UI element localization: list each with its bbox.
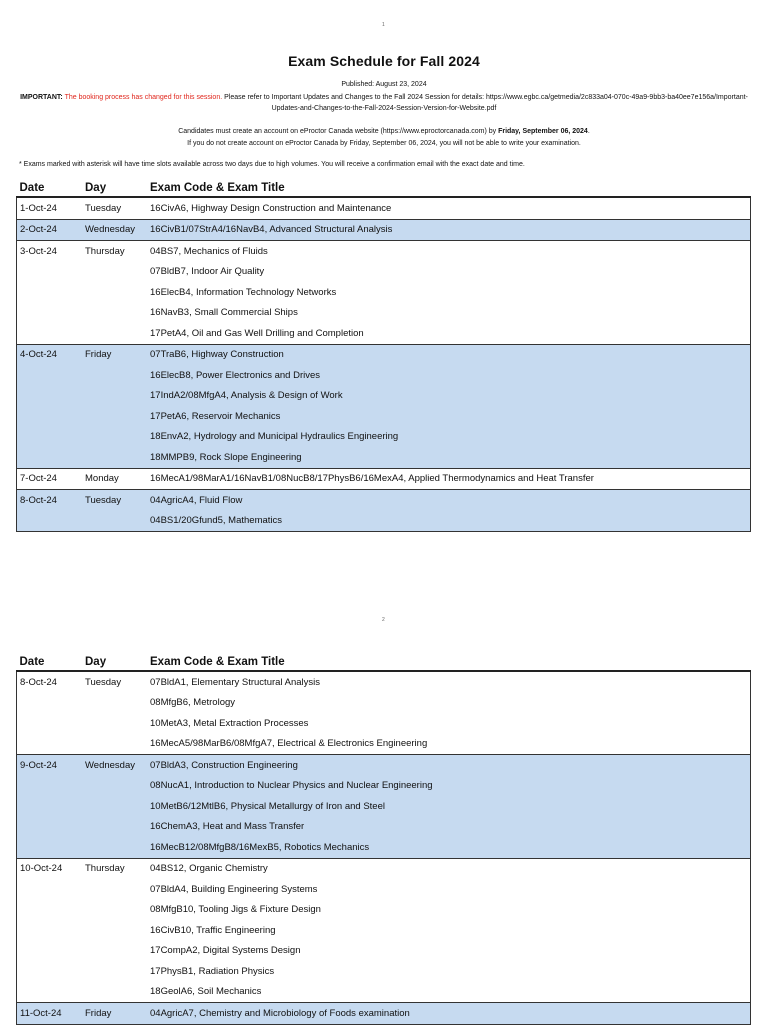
table-row [17, 511, 751, 532]
column-header-date: Date [17, 648, 83, 671]
exam-day [82, 776, 147, 797]
exam-day [82, 837, 147, 858]
exam-code-title: 18MMPB9, Rock Slope Engineering [147, 447, 751, 468]
account-deadline: Friday, September 06, 2024 [498, 128, 588, 135]
exam-date [17, 262, 83, 283]
table-header-row [17, 648, 751, 671]
exam-code-title: 04AgricA4, Fluid Flow [147, 490, 751, 511]
published-date: Published: August 23, 2024 [341, 81, 427, 88]
table-row [17, 406, 751, 427]
table-row [17, 713, 751, 734]
exam-date [17, 713, 83, 734]
exam-day [82, 879, 147, 900]
table-row [17, 365, 751, 386]
exam-date [17, 303, 83, 324]
exam-date [17, 693, 83, 714]
column-header-day: Day [82, 648, 147, 671]
important-details: Please refer to Important Updates and Changes to the Fall 2024 Session for details: https://www.egbc.ca/getmedia/2c833a04-070c-49a9-9bb3-ba40ee7e156a/Important-Updates-and-Changes-to-the-Fall-2024-Session-Version-for-Website.pdf [222, 94, 748, 112]
exam-code-title: 04BS7, Mechanics of Fluids [147, 241, 751, 262]
exam-day [82, 734, 147, 755]
exam-code-title: 16NavB3, Small Commercial Ships [150, 307, 298, 319]
table-header-row [17, 174, 751, 197]
exam-code-title: 04AgricA7, Chemistry and Microbiology of Foods examination [147, 1003, 751, 1025]
column-header-date: Date [17, 174, 83, 197]
exam-code-title: 18EnvA2, Hydrology and Municipal Hydraulics Engineering [147, 427, 751, 448]
exam-date: 8-Oct-24 [17, 490, 83, 511]
table-row [17, 982, 751, 1003]
table-row [17, 241, 751, 262]
exam-date [17, 776, 83, 797]
exam-date [17, 961, 83, 982]
table-row [17, 693, 751, 714]
column-header-exam: Exam Code & Exam Title [147, 648, 751, 671]
table-row [17, 879, 751, 900]
exam-code-title: 08NucA1, Introduction to Nuclear Physics and Nuclear Engineering [147, 776, 751, 797]
exam-code-title: 08MfgB6, Metrology [150, 697, 236, 709]
important-notice [20, 92, 748, 114]
table-row [17, 817, 751, 838]
exam-date [17, 837, 83, 858]
schedule-table-page-2 [16, 648, 751, 1025]
exam-code-title: 17IndA2/08MfgA4, Analysis & Design of Work [147, 386, 751, 407]
exam-day [82, 282, 147, 303]
exam-day: Monday [82, 468, 147, 490]
account-notice [0, 126, 768, 137]
exam-date [17, 900, 83, 921]
account-notice-end: . [587, 128, 590, 135]
exam-date [17, 386, 83, 407]
table-row [17, 920, 751, 941]
exam-code-title: 16ChemA3, Heat and Mass Transfer [147, 817, 751, 838]
exam-date [17, 323, 83, 344]
schedule-table-page-1 [16, 174, 751, 532]
table-row [17, 671, 751, 693]
table-row [17, 197, 751, 219]
exam-date [17, 796, 83, 817]
table-row [17, 427, 751, 448]
exam-code-title: 16ElecB8, Power Electronics and Drives [147, 365, 751, 386]
exam-day [82, 693, 147, 714]
exam-date [17, 941, 83, 962]
exam-code-title: 10MetA3, Metal Extraction Processes [150, 717, 309, 729]
exam-code-title: 08MfgB10, Tooling Jigs & Fixture Design [150, 904, 321, 916]
exam-code-title: 16MecB12/08MfgB8/16MexB5, Robotics Mechanics [147, 837, 751, 858]
column-header-day: Day [82, 174, 147, 197]
exam-day [82, 713, 147, 734]
page-number: 2 [382, 617, 385, 623]
table-row [17, 900, 751, 921]
exam-code-title: 07BldA1, Elementary Structural Analysis [147, 671, 751, 693]
exam-date [17, 734, 83, 755]
exam-day: Wednesday [82, 219, 147, 241]
table-row [17, 490, 751, 511]
table-row [17, 734, 751, 755]
exam-day: Friday [82, 1003, 147, 1025]
table-row [17, 323, 751, 344]
exam-code-title: 16ElecB4, Information Technology Networks [150, 286, 337, 298]
exam-day [82, 262, 147, 283]
exam-code-title: 17PetA6, Reservoir Mechanics [147, 406, 751, 427]
exam-day [82, 920, 147, 941]
exam-code-title: 07TraB6, Highway Construction [147, 344, 751, 365]
exam-code-title: 07BldA4, Building Engineering Systems [150, 883, 318, 895]
exam-day [82, 961, 147, 982]
exam-code-title: 16CivA6, Highway Design Construction and Maintenance [147, 197, 751, 219]
table-row [17, 282, 751, 303]
exam-date: 2-Oct-24 [17, 219, 83, 241]
exam-day [82, 941, 147, 962]
exam-code-title: 16CivB1/07StrA4/16NavB4, Advanced Structural Analysis [147, 219, 751, 241]
exam-day [82, 982, 147, 1003]
table-row [17, 447, 751, 468]
account-notice-text: Candidates must create an account on eProctor Canada website (https://www.eproctorcanada.com) by [178, 128, 499, 135]
exam-code-title: 07BldB7, Indoor Air Quality [150, 266, 265, 278]
table-row [17, 386, 751, 407]
table-row [17, 837, 751, 858]
table-row [17, 219, 751, 241]
exam-day: Tuesday [82, 197, 147, 219]
table-row [17, 262, 751, 283]
exam-code-title: 17PhysB1, Radiation Physics [150, 965, 275, 977]
exam-day [82, 365, 147, 386]
exam-day [82, 796, 147, 817]
exam-day: Friday [82, 344, 147, 365]
table-row [17, 755, 751, 776]
exam-code-title: 07BldA3, Construction Engineering [147, 755, 751, 776]
exam-date: 8-Oct-24 [17, 671, 83, 693]
table-row [17, 1003, 751, 1025]
page-title: Exam Schedule for Fall 2024 [288, 53, 480, 69]
exam-day [82, 427, 147, 448]
exam-code-title: 16MecA5/98MarB6/08MfgA7, Electrical & Electronics Engineering [150, 738, 428, 750]
exam-date [17, 365, 83, 386]
exam-day [82, 386, 147, 407]
exam-code-title: 04BS12, Organic Chemistry [147, 858, 751, 879]
table-row [17, 303, 751, 324]
exam-date: 9-Oct-24 [17, 755, 83, 776]
exam-code-title: 17CompA2, Digital Systems Design [150, 945, 301, 957]
exam-date [17, 879, 83, 900]
table-row [17, 468, 751, 490]
exam-day [82, 406, 147, 427]
table-row [17, 858, 751, 879]
exam-date: 11-Oct-24 [17, 1003, 83, 1025]
account-warning: If you do not create account on eProctor Canada by Friday, September 06, 2024, you will not be able to write your examination. [187, 140, 581, 147]
important-highlight: The booking process has changed for this session. [62, 94, 223, 101]
exam-date [17, 427, 83, 448]
exam-date [17, 920, 83, 941]
exam-code-title: 16MecA1/98MarA1/16NavB1/08NucB8/17PhysB6/16MexA4, Applied Thermodynamics and Heat Transfer [147, 468, 751, 490]
column-header-exam: Exam Code & Exam Title [147, 174, 751, 197]
exam-code-title: 16CivB10, Traffic Engineering [150, 924, 276, 936]
exam-day [82, 303, 147, 324]
table-row [17, 941, 751, 962]
exam-date: 1-Oct-24 [17, 197, 83, 219]
exam-date [17, 982, 83, 1003]
important-label: IMPORTANT: [20, 94, 63, 101]
exam-day: Thursday [82, 858, 147, 879]
exam-day: Tuesday [82, 671, 147, 693]
exam-date [17, 282, 83, 303]
exam-day [82, 817, 147, 838]
exam-day [82, 447, 147, 468]
exam-code-title: 10MetB6/12MtlB6, Physical Metallurgy of Iron and Steel [147, 796, 751, 817]
exam-day: Wednesday [82, 755, 147, 776]
exam-date: 7-Oct-24 [17, 468, 83, 490]
table-row [17, 961, 751, 982]
exam-code-title: 18GeolA6, Soil Mechanics [150, 986, 262, 998]
exam-date: 10-Oct-24 [17, 858, 83, 879]
exam-date [17, 406, 83, 427]
exam-date [17, 511, 83, 532]
exam-code-title: 04BS1/20Gfund5, Mathematics [147, 511, 751, 532]
exam-date: 4-Oct-24 [17, 344, 83, 365]
table-row [17, 796, 751, 817]
asterisk-note: * Exams marked with asterisk will have time slots available across two days due to high volumes. You will receive a confirmation email with the exact date and time. [19, 161, 525, 168]
exam-day [82, 511, 147, 532]
exam-date: 3-Oct-24 [17, 241, 83, 262]
exam-date [17, 817, 83, 838]
exam-day [82, 323, 147, 344]
exam-code-title: 17PetA4, Oil and Gas Well Drilling and Completion [150, 327, 364, 339]
table-row [17, 344, 751, 365]
exam-day [82, 900, 147, 921]
table-row [17, 776, 751, 797]
exam-date [17, 447, 83, 468]
exam-day: Thursday [82, 241, 147, 262]
page-number: 1 [382, 22, 385, 28]
exam-day: Tuesday [82, 490, 147, 511]
